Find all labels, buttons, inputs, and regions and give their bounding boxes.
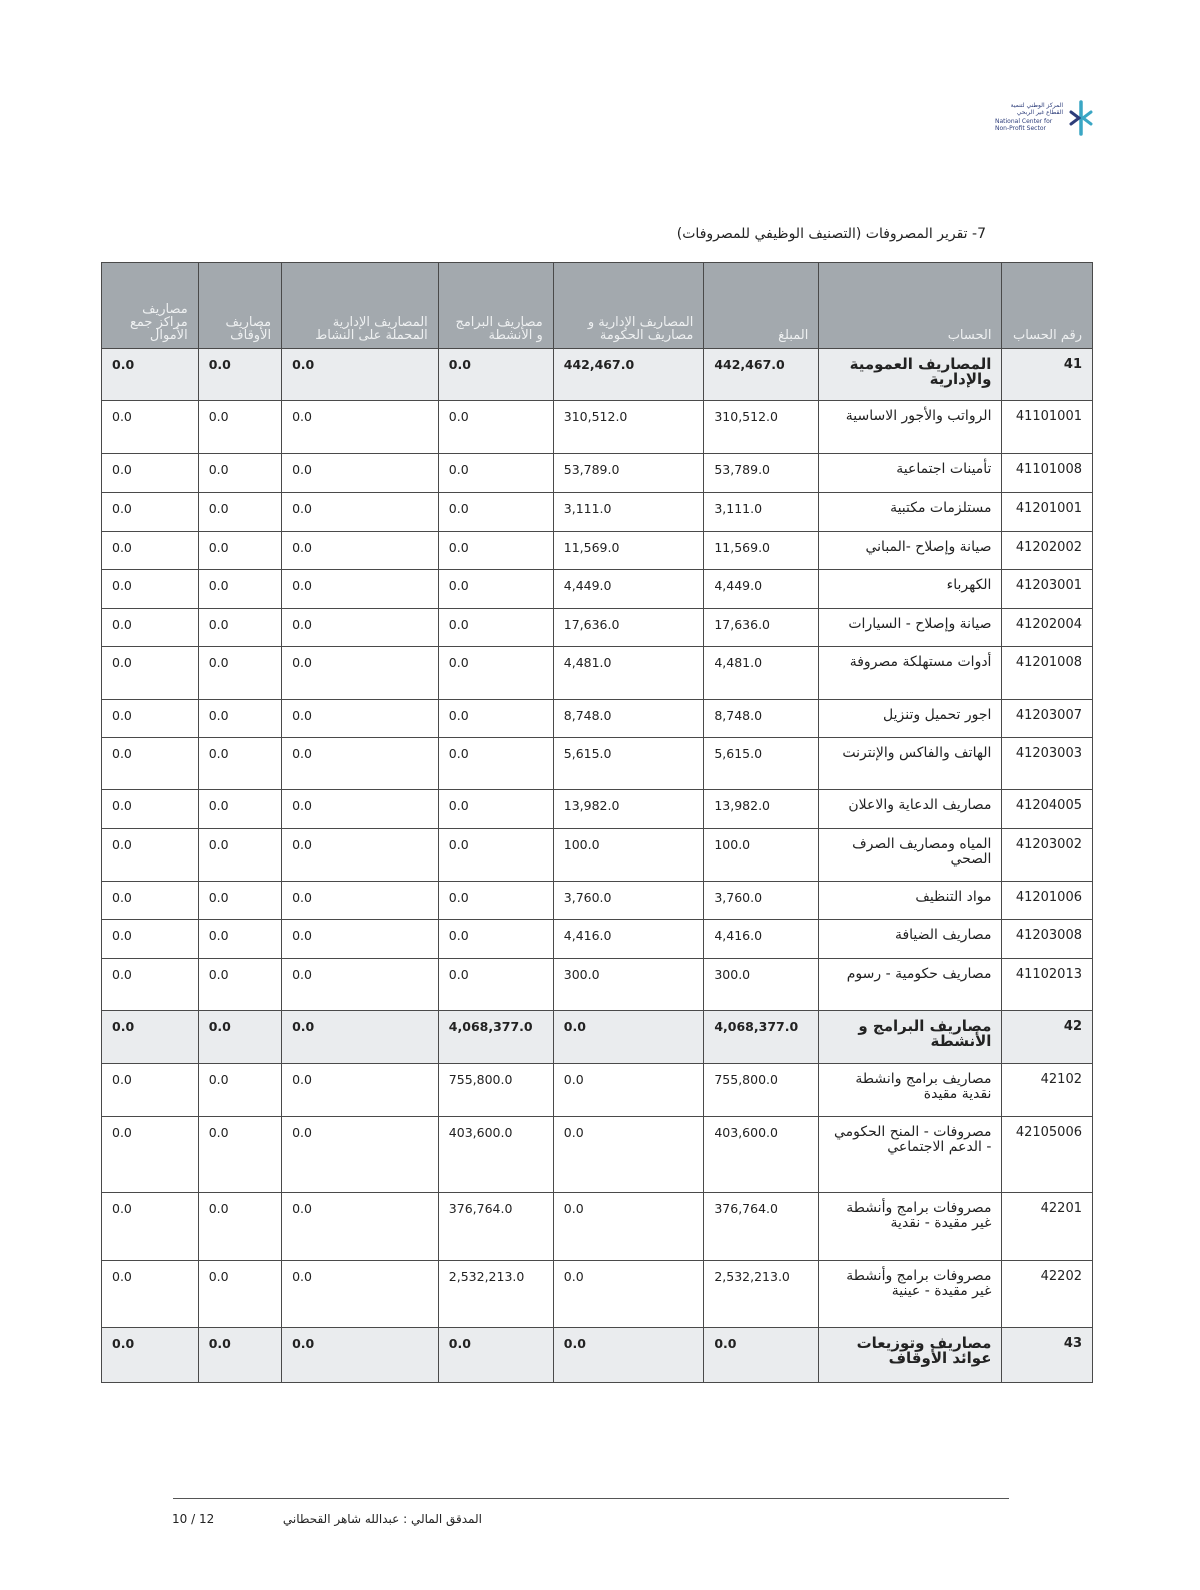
cell-admin-activity: 0.0 — [282, 700, 439, 738]
cell-code: 41204005 — [1002, 790, 1093, 829]
cell-account: مصروفات برامج وأنشطة غير مقيدة - نقدية — [819, 1193, 1002, 1261]
table-row — [102, 829, 1093, 882]
table-row — [102, 1117, 1093, 1193]
cell-programs: 0.0 — [438, 700, 553, 738]
cell-admin-gov: 13,982.0 — [553, 790, 704, 829]
cell-fundraising: 0.0 — [102, 829, 199, 882]
cell-amount: 376,764.0 — [704, 1193, 819, 1261]
cell-programs: 0.0 — [438, 493, 553, 532]
cell-waqf: 0.0 — [198, 738, 281, 790]
cell-admin-activity: 0.0 — [282, 1261, 439, 1328]
cell-amount: 3,111.0 — [704, 493, 819, 532]
header-fundraising: مصاريف مراكز جمع الأموال — [102, 263, 199, 349]
cell-code: 41201006 — [1002, 882, 1093, 920]
cell-amount: 4,416.0 — [704, 920, 819, 959]
cell-code: 41101001 — [1002, 401, 1093, 454]
cell-amount: 4,481.0 — [704, 647, 819, 700]
header-account: الحساب — [819, 263, 1002, 349]
cell-amount: 100.0 — [704, 829, 819, 882]
table-row — [102, 959, 1093, 1011]
cell-waqf: 0.0 — [198, 1064, 281, 1117]
cell-programs: 0.0 — [438, 1328, 553, 1383]
cell-admin-gov: 0.0 — [553, 1117, 704, 1193]
cell-fundraising: 0.0 — [102, 1328, 199, 1383]
cell-admin-gov: 4,481.0 — [553, 647, 704, 700]
cell-waqf: 0.0 — [198, 493, 281, 532]
cell-fundraising: 0.0 — [102, 401, 199, 454]
cell-amount: 4,449.0 — [704, 570, 819, 609]
cell-admin-activity: 0.0 — [282, 1117, 439, 1193]
cell-waqf: 0.0 — [198, 349, 281, 401]
cell-code: 41203003 — [1002, 738, 1093, 790]
cell-amount: 300.0 — [704, 959, 819, 1011]
table-total-row — [102, 1328, 1093, 1383]
cell-admin-activity: 0.0 — [282, 647, 439, 700]
table-row — [102, 401, 1093, 454]
cell-fundraising: 0.0 — [102, 647, 199, 700]
cell-waqf: 0.0 — [198, 920, 281, 959]
cell-programs: 0.0 — [438, 647, 553, 700]
cell-account: مصروفات برامج وأنشطة غير مقيدة - عينية — [819, 1261, 1002, 1328]
table-row — [102, 700, 1093, 738]
cell-admin-gov: 0.0 — [553, 1064, 704, 1117]
cell-waqf: 0.0 — [198, 1011, 281, 1064]
cell-waqf: 0.0 — [198, 570, 281, 609]
cell-admin-gov: 53,789.0 — [553, 454, 704, 493]
cell-admin-gov: 4,416.0 — [553, 920, 704, 959]
cell-admin-activity: 0.0 — [282, 882, 439, 920]
cell-code: 41203001 — [1002, 570, 1093, 609]
cell-admin-activity: 0.0 — [282, 829, 439, 882]
cell-amount: 5,615.0 — [704, 738, 819, 790]
cell-fundraising: 0.0 — [102, 1117, 199, 1193]
cell-admin-activity: 0.0 — [282, 738, 439, 790]
cell-account: الهاتف والفاكس والإنترنت — [819, 738, 1002, 790]
cell-account: أدوات مستهلكة مصروفة — [819, 647, 1002, 700]
cell-amount: 17,636.0 — [704, 609, 819, 647]
cell-code: 41202002 — [1002, 532, 1093, 570]
logo-text — [995, 102, 1063, 132]
cell-fundraising: 0.0 — [102, 700, 199, 738]
cell-admin-gov: 300.0 — [553, 959, 704, 1011]
table-row — [102, 790, 1093, 829]
cell-programs: 0.0 — [438, 738, 553, 790]
cell-waqf: 0.0 — [198, 1328, 281, 1383]
cell-code: 42105006 — [1002, 1117, 1093, 1193]
cell-fundraising: 0.0 — [102, 570, 199, 609]
cell-programs: 0.0 — [438, 609, 553, 647]
cell-amount: 11,569.0 — [704, 532, 819, 570]
cell-admin-activity: 0.0 — [282, 959, 439, 1011]
cell-code: 42202 — [1002, 1261, 1093, 1328]
cell-admin-gov: 0.0 — [553, 1328, 704, 1383]
cell-account: مصاريف حكومية - رسوم — [819, 959, 1002, 1011]
cell-amount: 403,600.0 — [704, 1117, 819, 1193]
cell-amount: 8,748.0 — [704, 700, 819, 738]
cell-code: 43 — [1002, 1328, 1093, 1383]
cell-fundraising: 0.0 — [102, 959, 199, 1011]
cell-programs: 755,800.0 — [438, 1064, 553, 1117]
cell-admin-activity: 0.0 — [282, 532, 439, 570]
header-waqf: مصاريف الأوقاف — [198, 263, 281, 349]
cell-code: 42201 — [1002, 1193, 1093, 1261]
ncnp-logo-icon — [1067, 100, 1095, 136]
cell-code: 41101008 — [1002, 454, 1093, 493]
cell-waqf: 0.0 — [198, 532, 281, 570]
cell-amount: 755,800.0 — [704, 1064, 819, 1117]
header-amount: المبلغ — [704, 263, 819, 349]
table-total-row — [102, 349, 1093, 401]
cell-waqf: 0.0 — [198, 609, 281, 647]
cell-account: صيانة وإصلاح -المباني — [819, 532, 1002, 570]
cell-programs: 0.0 — [438, 882, 553, 920]
table-row — [102, 1064, 1093, 1117]
cell-admin-gov: 0.0 — [553, 1011, 704, 1064]
cell-fundraising: 0.0 — [102, 1064, 199, 1117]
cell-programs: 4,068,377.0 — [438, 1011, 553, 1064]
cell-waqf: 0.0 — [198, 1193, 281, 1261]
cell-amount: 3,760.0 — [704, 882, 819, 920]
cell-account: مصاريف البرامج و الأنشطة — [819, 1011, 1002, 1064]
cell-account: مصاريف الدعاية والاعلان — [819, 790, 1002, 829]
cell-admin-gov: 0.0 — [553, 1193, 704, 1261]
cell-fundraising: 0.0 — [102, 790, 199, 829]
cell-fundraising: 0.0 — [102, 609, 199, 647]
cell-admin-activity: 0.0 — [282, 349, 439, 401]
cell-amount: 0.0 — [704, 1328, 819, 1383]
cell-code: 42102 — [1002, 1064, 1093, 1117]
cell-waqf: 0.0 — [198, 700, 281, 738]
cell-admin-gov: 3,760.0 — [553, 882, 704, 920]
cell-admin-activity: 0.0 — [282, 570, 439, 609]
cell-amount: 53,789.0 — [704, 454, 819, 493]
cell-admin-activity: 0.0 — [282, 1064, 439, 1117]
table-row — [102, 493, 1093, 532]
cell-code: 42 — [1002, 1011, 1093, 1064]
cell-fundraising: 0.0 — [102, 1261, 199, 1328]
report-title: 7- تقرير المصروفات (التصنيف الوظيفي للمصروفات) — [676, 226, 986, 242]
table-row — [102, 738, 1093, 790]
header-code: رقم الحساب — [1002, 263, 1093, 349]
footer-auditor: المدقق المالي : عبدالله شاهر القحطاني — [282, 1512, 482, 1526]
table-row — [102, 1193, 1093, 1261]
table-row — [102, 1261, 1093, 1328]
cell-programs: 2,532,213.0 — [438, 1261, 553, 1328]
cell-account: المياه ومصاريف الصرف الصحي — [819, 829, 1002, 882]
cell-account: المصاريف العمومية والإدارية — [819, 349, 1002, 401]
footer-divider — [173, 1498, 1009, 1499]
cell-account: مصاريف الضيافة — [819, 920, 1002, 959]
cell-admin-activity: 0.0 — [282, 401, 439, 454]
cell-programs: 376,764.0 — [438, 1193, 553, 1261]
cell-amount: 442,467.0 — [704, 349, 819, 401]
cell-admin-gov: 5,615.0 — [553, 738, 704, 790]
cell-programs: 0.0 — [438, 570, 553, 609]
cell-admin-activity: 0.0 — [282, 920, 439, 959]
cell-fundraising: 0.0 — [102, 1193, 199, 1261]
cell-account: مستلزمات مكتبية — [819, 493, 1002, 532]
cell-code: 41 — [1002, 349, 1093, 401]
table-row — [102, 532, 1093, 570]
cell-waqf: 0.0 — [198, 959, 281, 1011]
cell-amount: 13,982.0 — [704, 790, 819, 829]
cell-admin-activity: 0.0 — [282, 609, 439, 647]
cell-amount: 2,532,213.0 — [704, 1261, 819, 1328]
cell-admin-activity: 0.0 — [282, 790, 439, 829]
cell-account: صيانة وإصلاح - السيارات — [819, 609, 1002, 647]
cell-admin-activity: 0.0 — [282, 1328, 439, 1383]
header-programs: مصاريف البرامج و الأنشطة — [438, 263, 553, 349]
cell-fundraising: 0.0 — [102, 454, 199, 493]
cell-waqf: 0.0 — [198, 1117, 281, 1193]
cell-waqf: 0.0 — [198, 1261, 281, 1328]
cell-waqf: 0.0 — [198, 829, 281, 882]
cell-fundraising: 0.0 — [102, 493, 199, 532]
cell-code: 41201001 — [1002, 493, 1093, 532]
table-body — [102, 349, 1093, 1383]
table-row — [102, 570, 1093, 609]
cell-admin-gov: 442,467.0 — [553, 349, 704, 401]
cell-code: 41202004 — [1002, 609, 1093, 647]
cell-waqf: 0.0 — [198, 454, 281, 493]
cell-programs: 403,600.0 — [438, 1117, 553, 1193]
cell-code: 41203008 — [1002, 920, 1093, 959]
cell-fundraising: 0.0 — [102, 349, 199, 401]
header-admin-gov: المصاريف الإدارية و مصاريف الحكومة — [553, 263, 704, 349]
cell-waqf: 0.0 — [198, 647, 281, 700]
cell-amount: 4,068,377.0 — [704, 1011, 819, 1064]
cell-waqf: 0.0 — [198, 882, 281, 920]
cell-admin-activity: 0.0 — [282, 1011, 439, 1064]
cell-programs: 0.0 — [438, 532, 553, 570]
cell-account: مصاريف وتوزيعات عوائد الأوقاف — [819, 1328, 1002, 1383]
cell-code: 41203007 — [1002, 700, 1093, 738]
ncnp-logo — [995, 100, 1095, 142]
cell-programs: 0.0 — [438, 920, 553, 959]
cell-account: تأمينات اجتماعية — [819, 454, 1002, 493]
table-total-row — [102, 1011, 1093, 1064]
cell-fundraising: 0.0 — [102, 920, 199, 959]
cell-code: 41102013 — [1002, 959, 1093, 1011]
cell-admin-gov: 310,512.0 — [553, 401, 704, 454]
cell-programs: 0.0 — [438, 454, 553, 493]
cell-programs: 0.0 — [438, 829, 553, 882]
cell-fundraising: 0.0 — [102, 738, 199, 790]
cell-account: مصروفات - المنح الحكومي - الدعم الاجتماعي — [819, 1117, 1002, 1193]
table-row — [102, 647, 1093, 700]
cell-account: الرواتب والأجور الاساسية — [819, 401, 1002, 454]
cell-admin-activity: 0.0 — [282, 454, 439, 493]
cell-programs: 0.0 — [438, 790, 553, 829]
cell-admin-gov: 17,636.0 — [553, 609, 704, 647]
cell-admin-gov: 0.0 — [553, 1261, 704, 1328]
cell-programs: 0.0 — [438, 401, 553, 454]
cell-account: مواد التنظيف — [819, 882, 1002, 920]
cell-waqf: 0.0 — [198, 790, 281, 829]
cell-fundraising: 0.0 — [102, 1011, 199, 1064]
cell-amount: 310,512.0 — [704, 401, 819, 454]
cell-admin-gov: 4,449.0 — [553, 570, 704, 609]
cell-programs: 0.0 — [438, 349, 553, 401]
cell-programs: 0.0 — [438, 959, 553, 1011]
page-number: 10 / 12 — [172, 1512, 215, 1526]
table-row — [102, 882, 1093, 920]
cell-account: الكهرباء — [819, 570, 1002, 609]
table-row — [102, 920, 1093, 959]
cell-fundraising: 0.0 — [102, 882, 199, 920]
cell-code: 41201008 — [1002, 647, 1093, 700]
cell-fundraising: 0.0 — [102, 532, 199, 570]
cell-admin-gov: 11,569.0 — [553, 532, 704, 570]
cell-account: اجور تحميل وتنزيل — [819, 700, 1002, 738]
cell-waqf: 0.0 — [198, 401, 281, 454]
cell-admin-gov: 8,748.0 — [553, 700, 704, 738]
cell-admin-gov: 3,111.0 — [553, 493, 704, 532]
cell-admin-activity: 0.0 — [282, 1193, 439, 1261]
table-row — [102, 609, 1093, 647]
table-row — [102, 454, 1093, 493]
logo-arabic-text: المركز الوطني لتنمية القطاع غير الربحي — [1010, 102, 1063, 116]
cell-admin-gov: 100.0 — [553, 829, 704, 882]
logo-english-text: National Center for Non-Profit Sector — [995, 118, 1053, 132]
cell-account: مصاريف برامج وانشطة نقدية مقيدة — [819, 1064, 1002, 1117]
expenses-table — [101, 262, 1093, 1383]
table-header-row — [102, 263, 1093, 349]
cell-code: 41203002 — [1002, 829, 1093, 882]
cell-admin-activity: 0.0 — [282, 493, 439, 532]
header-admin-activity: المصاريف الإدارية المحملة على النشاط — [282, 263, 439, 349]
